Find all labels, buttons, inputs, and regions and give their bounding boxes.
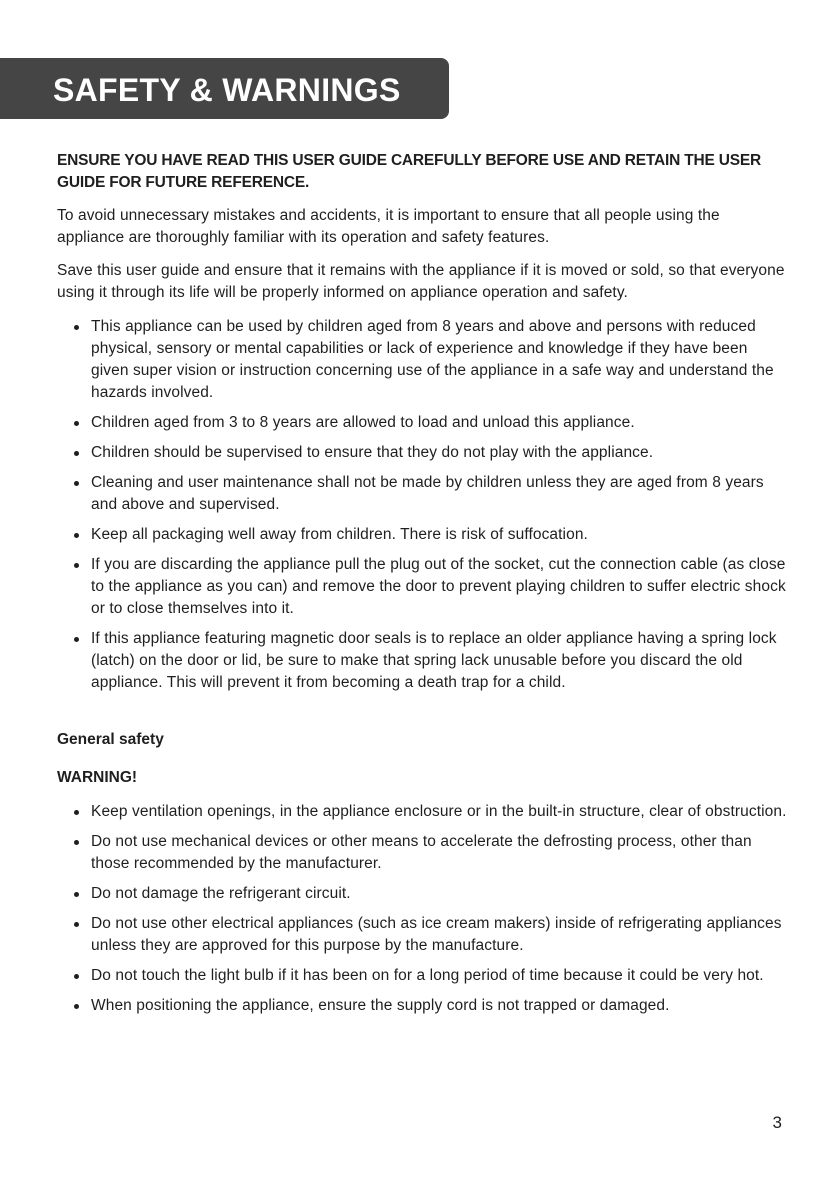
bullet-icon [74,922,79,927]
bullet-icon [74,325,79,330]
bullet-icon [74,563,79,568]
bullet-icon [74,451,79,456]
intro-lead: ENSURE YOU HAVE READ THIS USER GUIDE CAREFULLY BEFORE USE AND RETAIN THE USER GUIDE FOR FUTURE REFERENCE. [57,152,762,191]
list-item [57,472,789,516]
list-item-text: If this appliance featuring magnetic door seals is to replace an older appliance having a spring lock (latch) on the door or lid, be sure to make that spring lack unusable before you discard the old appliance. This will prevent it from becoming a death trap for a child. [91,630,777,691]
list-item-text: Do not touch the light bulb if it has been on for a long period of time because it could be very hot. [91,967,764,984]
bullet-icon [74,421,79,426]
section-heading-general-safety: General safety [57,731,164,748]
list-item-text: This appliance can be used by children aged from 8 years and above and persons with reduced physical, sensory or mental capabilities or lack of experience and knowledge if they have been given super vision or instruction concerning use of the appliance in a safe way and understand the hazards involved. [91,318,774,401]
list-item [57,554,789,620]
warning-heading: WARNING! [57,769,138,786]
list-item [57,412,789,434]
list-item-text: Do not damage the refrigerant circuit. [91,885,351,902]
list-item [57,831,789,875]
intro-paragraph: To avoid unnecessary mistakes and accidents, it is important to ensure that all people using the appliance are thoroughly familiar with its operation and safety features. [57,207,720,246]
list-item [57,801,789,823]
bullet-icon [74,533,79,538]
bullet-icon [74,810,79,815]
bullet-icon [74,892,79,897]
intro-bullet-list [57,316,789,694]
list-item [57,524,789,546]
title-banner [0,58,449,119]
bullet-icon [74,840,79,845]
bullet-icon [74,637,79,642]
bullet-icon [74,1004,79,1009]
list-item [57,442,789,464]
intro-paragraph: Save this user guide and ensure that it remains with the appliance if it is moved or sold, so that everyone using it through its life will be properly informed on appliance operation and safety. [57,262,785,301]
list-item [57,316,789,404]
general-safety-bullet-list [57,801,789,1017]
list-item [57,965,789,987]
page-title: SAFETY & WARNINGS [53,72,401,108]
list-item-text: Do not use mechanical devices or other means to accelerate the defrosting process, other than those recommended by the manufacturer. [91,833,752,872]
list-item-text: Keep all packaging well away from children. There is risk of suffocation. [91,526,588,543]
page-number: 3 [772,1113,782,1132]
list-item [57,628,789,694]
list-item-text: Keep ventilation openings, in the appliance enclosure or in the built-in structure, clear of obstruction. [91,803,787,820]
list-item [57,913,789,957]
list-item-text: Children aged from 3 to 8 years are allowed to load and unload this appliance. [91,414,635,431]
list-item-text: Do not use other electrical appliances (such as ice cream makers) inside of refrigerating appliances unless they are approved for this purpose by the manufacture. [91,915,782,954]
list-item-text: Children should be supervised to ensure that they do not play with the appliance. [91,444,654,461]
list-item [57,883,789,905]
bullet-icon [74,974,79,979]
list-item-text: Cleaning and user maintenance shall not be made by children unless they are aged from 8 years and above and supervised. [91,474,764,513]
bullet-icon [74,481,79,486]
list-item [57,995,789,1017]
main-content [57,150,789,1025]
list-item-text: When positioning the appliance, ensure the supply cord is not trapped or damaged. [91,997,670,1014]
list-item-text: If you are discarding the appliance pull the plug out of the socket, cut the connection cable (as close to the appliance as you can) and remove the door to prevent playing children to suffer electric shock or to close themselves into it. [91,556,786,617]
